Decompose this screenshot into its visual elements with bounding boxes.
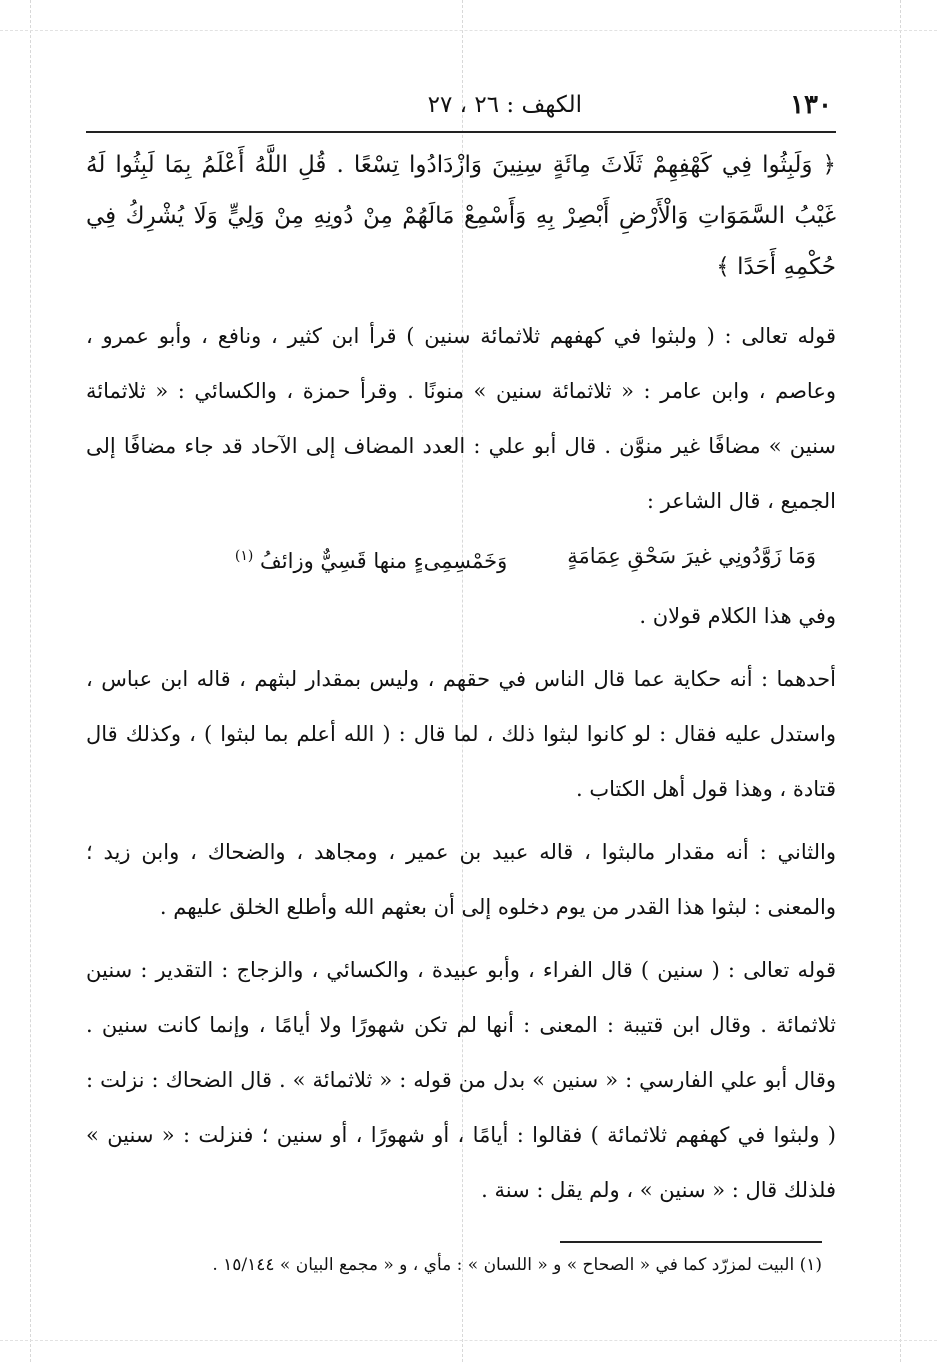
main-text bbox=[86, 140, 836, 1218]
paragraph-second-view: والثاني : أنه مقدار مالبثوا ، قاله عبيد بن عمير ، ومجاهد ، والضحاك ، وابن زيد ؛ والمعنى : لبثوا هذا القدر من يوم دخلوه إلى أن بعثهم الله وأطلع الخلق عليهم . bbox=[86, 840, 836, 919]
poem-hemistich-right: وَمَا زَوَّدُونِي غيرَ سَحْقِ عِمَامَةٍ bbox=[567, 544, 816, 568]
page-header bbox=[92, 86, 832, 126]
poem-hemistich-left bbox=[235, 529, 507, 589]
paragraph-sinin: قوله تعالى : ( سنين ) قال الفراء ، وأبو عبيدة ، والكسائي ، والزجاج : التقدير : سنين ثلاثمائة . وقال ابن قتيبة : المعنى : أنها لم تكن شهورًا ولا أيامًا ، وإنما كانت سنين . وقال أبو علي الفارسي : « سنين » بدل من قوله : « ثلاثمائة » . قال الضحاك : نزلت : ( ولبثوا في كهفهم ثلاثمائة ) فقالوا : أيامًا ، أو شهورًا ، أو سنين ؛ فنزلت : « سنين » فلذلك قال : « سنين » ، ولم يقل : سنة . bbox=[86, 958, 836, 1202]
scan-gridline bbox=[0, 30, 937, 31]
page-number: ١٣٠ bbox=[790, 90, 832, 120]
paragraph-first-view: أحدهما : أنه حكاية عما قال الناس في حقهم ، وليس بمقدار لبثهم ، قاله ابن عباس ، واستدل عليه فقال : لو كانوا لبثوا ذلك ، لما قال : ( الله أعلم بما لبثوا ) ، وكذلك قال قتادة ، وهذا قول أهل الكتاب . bbox=[86, 667, 836, 801]
scan-gridline bbox=[0, 1340, 937, 1341]
scan-gridline bbox=[30, 0, 31, 1362]
paragraph-readings: قوله تعالى : ( ولبثوا في كهفهم ثلاثمائة سنين ) قرأ ابن كثير ، ونافع ، وأبو عمرو ، وعاصم ، وابن عامر : « ثلاثمائة سنين » منونًا . وقرأ حمزة ، والكسائي : « ثلاثمائة سنين » مضافًا غير منوَّن . قال أبو علي : العدد المضاف إلى الآحاد قد جاء مضافًا إلى الجميع ، قال الشاعر : bbox=[86, 324, 836, 513]
paragraph-two-views: وفي هذا الكلام قولان . bbox=[639, 604, 836, 628]
header-rule bbox=[86, 131, 836, 133]
footnote-marker: (١) bbox=[234, 548, 254, 564]
poem-line bbox=[86, 529, 836, 589]
scan-gridline bbox=[900, 0, 901, 1362]
quran-verse: ﴿ وَلَبِثُوا فِي كَهْفِهِمْ ثَلَاثَ مِائَةٍ سِنِينَ وَازْدَادُوا تِسْعًا . قُلِ اللَّهُ أَعْلَمُ بِمَا لَبِثُوا لَهُ غَيْبُ السَّمَوَاتِ وَالْأَرْضِ أَبْصِرْ بِهِ وَأَسْمِعْ مَالَهُمْ مِنْ دُونِهِ مِنْ وَلِيٍّ وَلَا يُشْرِكُ فِي حُكْمِهِ أَحَدًا ﴾ bbox=[86, 152, 836, 280]
footnote-rule bbox=[560, 1241, 822, 1243]
poem-hemistich-left-text: وَخَمْسِمِىءٍ منها قَسِيٌّ وزائفُ bbox=[260, 549, 508, 573]
footnote: (١) البيت لمزرّد كما في « الصحاح » و « اللسان » : مأي ، و « مجمع البيان » ١٥/١٤٤ . bbox=[212, 1255, 822, 1275]
running-head: الكهف : ٢٦ ، ٢٧ bbox=[427, 92, 582, 118]
